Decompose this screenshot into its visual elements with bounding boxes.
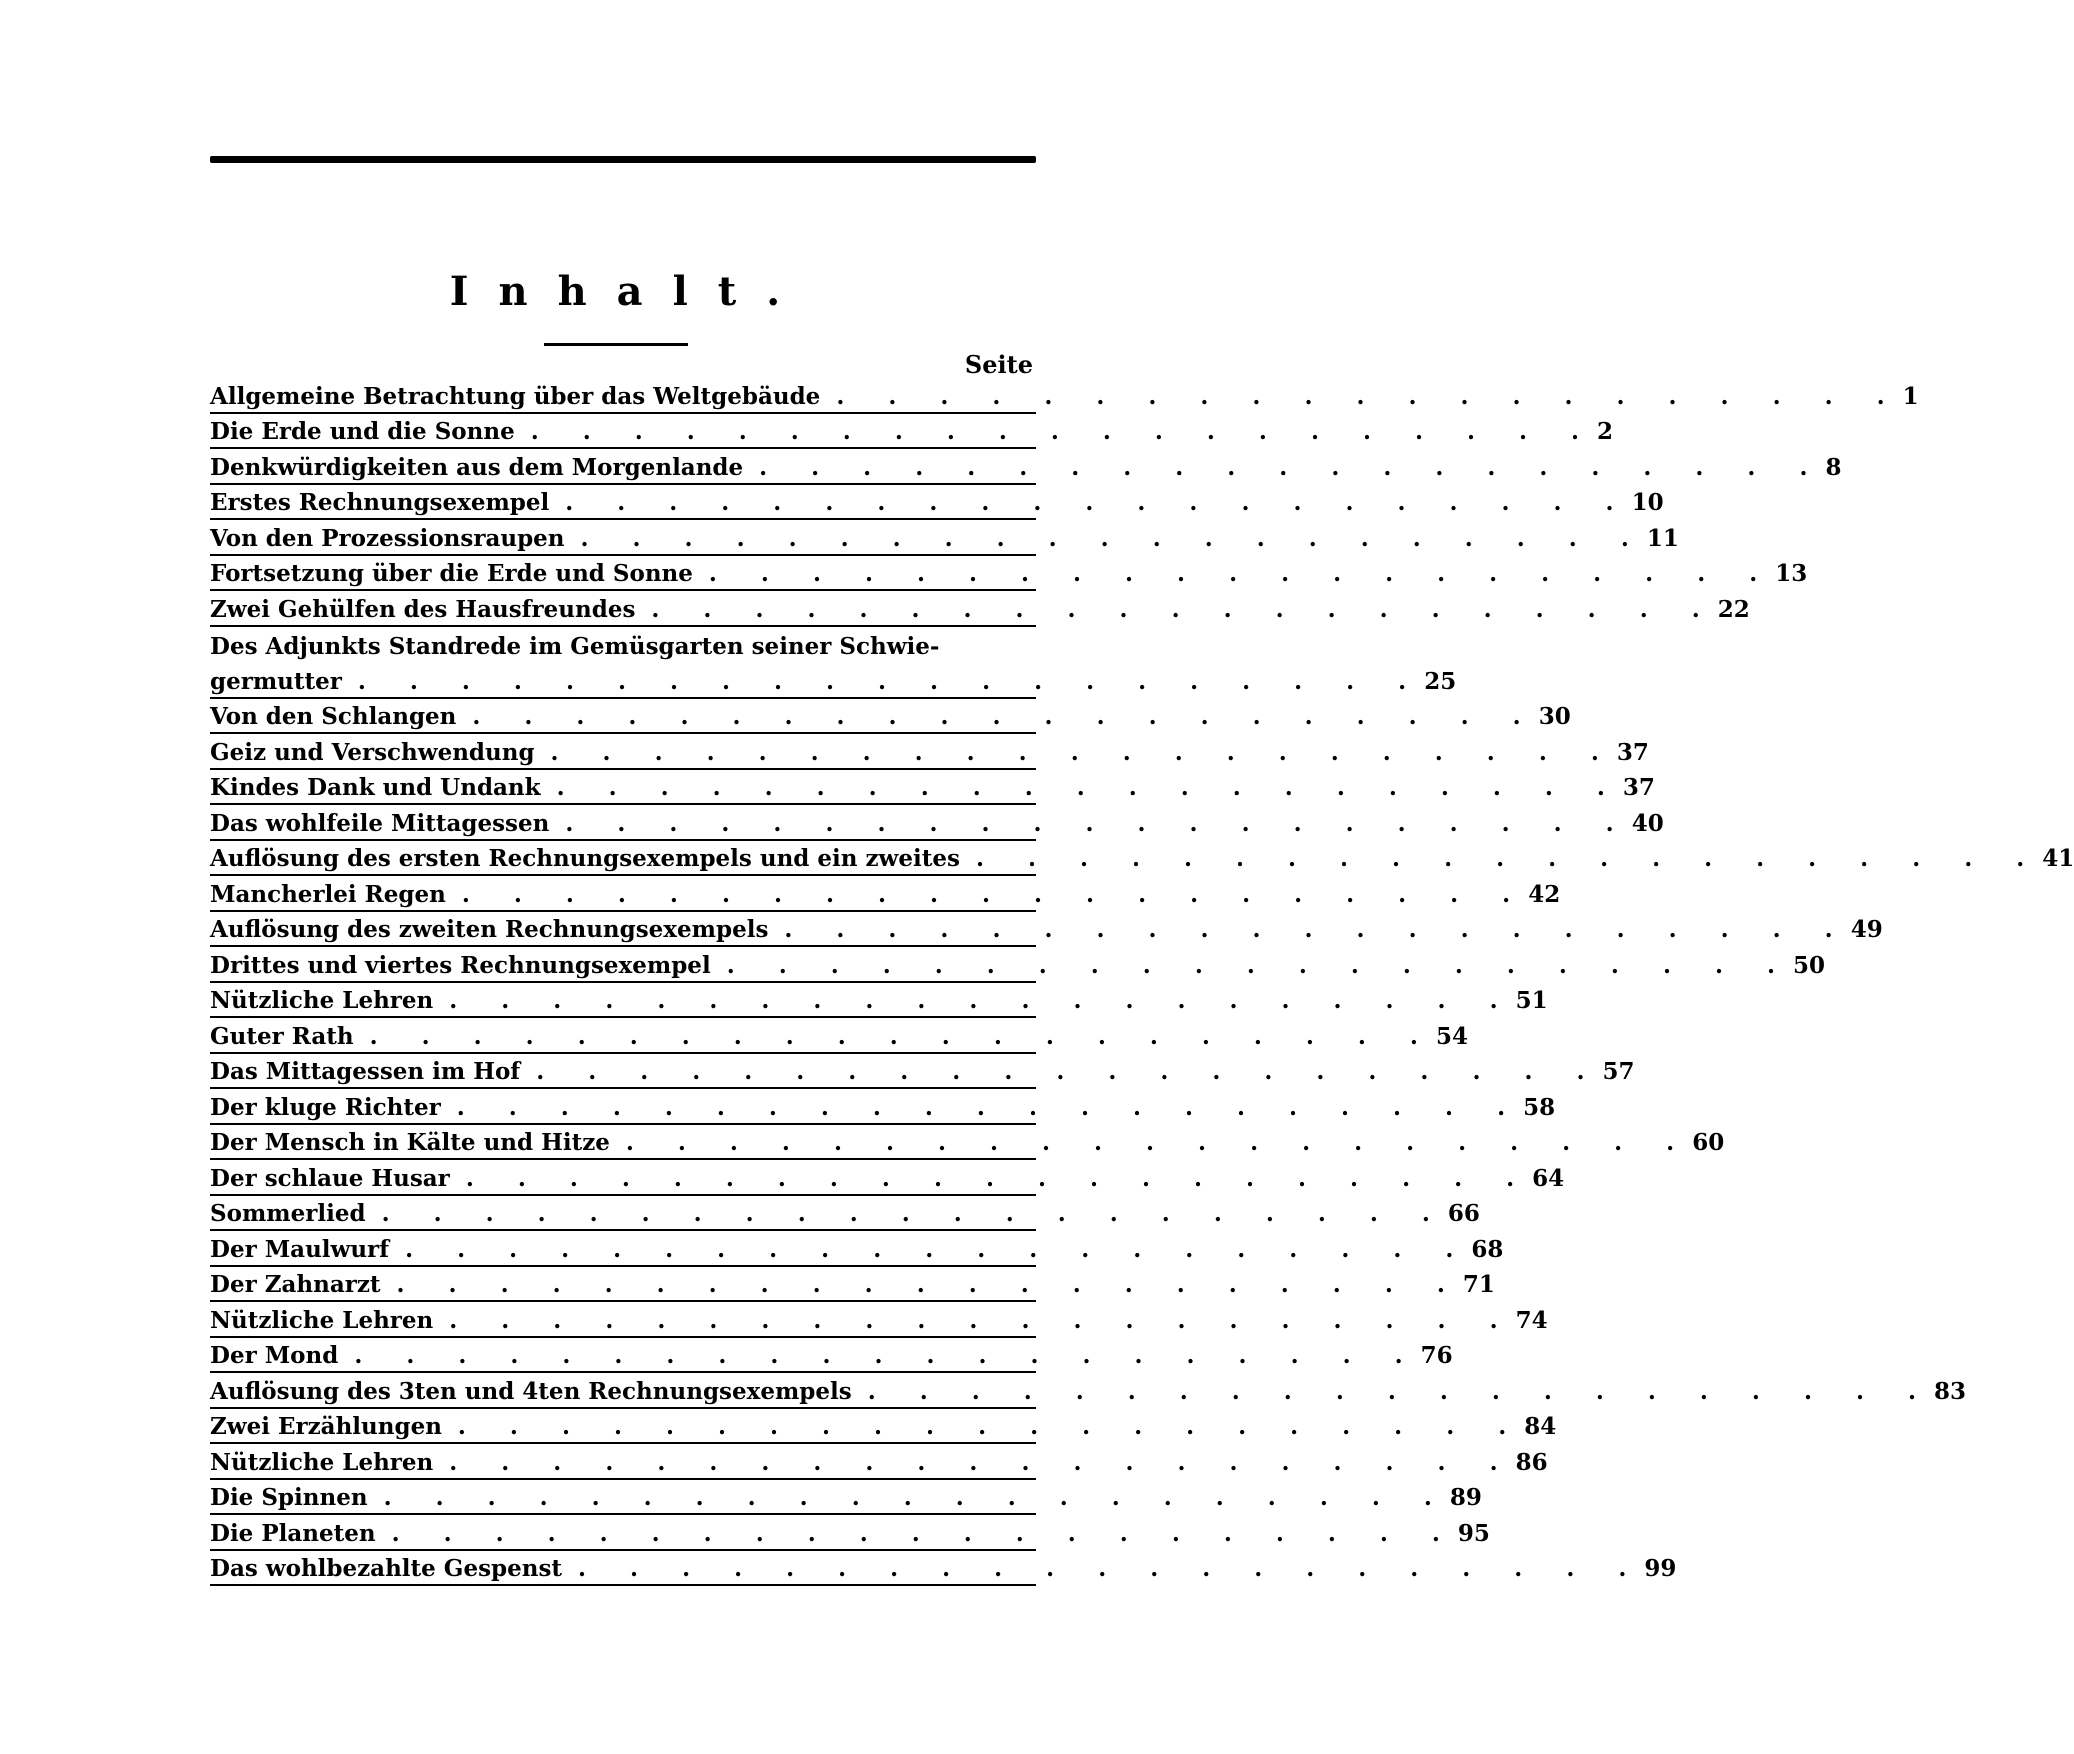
toc-entry: [210, 1551, 1677, 1587]
toc-entry: [210, 485, 1664, 521]
leader-dots: . . . . . . . . . . . . . . . . . . . . .: [726, 951, 1793, 979]
toc-entry: [210, 1302, 1548, 1338]
toc-entry: [210, 1515, 1490, 1551]
leader-dots: . . . . . . . . . . . . . . . . . . . . .: [369, 1022, 1436, 1050]
leader-dots: . . . . . . . . . . . . . . . . . . . . .: [651, 595, 1718, 623]
page-title: Inhalt.: [449, 268, 811, 315]
toc-entry-page: 89: [1449, 1484, 1482, 1511]
toc-entry-page: 76: [1420, 1342, 1453, 1369]
toc-entry-page: 22: [1717, 595, 1750, 623]
leader-dots: . . . . . . . . . . . . . . . . . . . . .: [472, 703, 1539, 730]
toc-entry: [210, 1338, 1453, 1374]
toc-entry-title-line1: Des Adjunkts Standrede im Gemüsgarten seiner Schwie-: [210, 632, 940, 660]
leader-dots: . . . . . . . . . . . . . . . . . . . . .: [381, 1200, 1448, 1227]
toc-entry-page: 74: [1515, 1306, 1548, 1334]
toc-entry: [210, 1444, 1548, 1480]
toc-entry-title: Geiz und Verschwendung: [210, 738, 535, 766]
leader-dots: . . . . . . . . . . . . . . . . . . . . .: [578, 1555, 1645, 1582]
toc-entry-page: 8: [1825, 453, 1842, 481]
toc-entry: [210, 556, 1808, 592]
toc-entry-title: Der Mond: [210, 1342, 339, 1369]
toc-entry-title-line2: germutter: [210, 667, 342, 695]
toc-entry-page: 2: [1597, 418, 1614, 445]
toc-entry: [210, 1089, 1556, 1125]
toc-entry: [210, 1267, 1495, 1303]
top-rule: [210, 156, 1036, 163]
toc-entry: [210, 805, 1664, 841]
toc-entry-page: 58: [1523, 1093, 1556, 1121]
leader-dots: . . . . . . . . . . . . . . . . . . . . .: [457, 1413, 1525, 1440]
heading-divider: [544, 343, 688, 346]
leader-dots: . . . . . . . . . . . . . . . . . . . . .: [580, 524, 1647, 552]
toc-entry-page: 60: [1692, 1129, 1725, 1156]
toc-entry-page: 54: [1435, 1022, 1468, 1050]
toc-entry-title: Drittes und viertes Rechnungsexempel: [210, 951, 711, 979]
toc-entry-title: Denkwürdigkeiten aus dem Morgenlande: [210, 453, 744, 481]
toc-entry: [210, 1125, 1725, 1161]
leader-dots: . . . . . . . . . . . . . . . . . . . . .: [396, 1271, 1463, 1298]
toc-entry: [210, 876, 1561, 912]
toc-entry-page: 50: [1793, 951, 1826, 979]
toc-entry: [210, 841, 2074, 877]
leader-dots: . . . . . . . . . . . . . . . . . . . . .: [836, 382, 1903, 410]
leader-dots: . . . . . . . . . . . . . . . . . . . . .: [449, 1448, 1516, 1476]
leader-dots: . . . . . . . . . . . . . . . . . . . . .: [449, 987, 1516, 1014]
toc-entry-title: Von den Prozessionsraupen: [210, 524, 565, 552]
toc-entry-title: Das wohlfeile Mittagessen: [210, 809, 550, 837]
toc-entry-page: 95: [1457, 1519, 1490, 1547]
toc-entry: [210, 591, 1750, 627]
toc-entry-title: Guter Rath: [210, 1022, 354, 1050]
toc-entry-title: Kindes Dank und Undank: [210, 774, 541, 801]
leader-dots: . . . . . . . . . . . . . . . . . . . . .: [530, 418, 1598, 445]
toc-entry-page: 57: [1602, 1058, 1635, 1085]
toc-entry-page: 25: [1424, 667, 1457, 695]
toc-entry: [210, 1409, 1557, 1445]
toc-entry-page: 49: [1850, 916, 1883, 943]
toc-entry: [210, 520, 1679, 556]
toc-entry-page: 84: [1524, 1413, 1557, 1440]
toc-entry: [210, 449, 1842, 485]
toc-entry: [210, 734, 1649, 770]
toc-entry: [210, 1480, 1482, 1516]
leader-dots: . . . . . . . . . . . . . . . . . . . . .: [383, 1484, 1450, 1511]
leader-dots: . . . . . . . . . . . . . . . . . . . . .: [565, 489, 1632, 516]
toc-entry-page: 30: [1538, 703, 1571, 730]
toc-entry-page: 66: [1447, 1200, 1480, 1227]
page-column-label: Seite: [964, 350, 1033, 379]
toc-entry: [210, 414, 1614, 450]
toc-entry-title: Die Spinnen: [210, 1484, 368, 1511]
toc-entry: [210, 912, 1883, 948]
toc-entry-page: 42: [1528, 880, 1561, 908]
leader-dots: . . . . . . . . . . . . . . . . . . . . .: [565, 809, 1632, 837]
leader-dots: . . . . . . . . . . . . . . . . . . . . .: [456, 1093, 1524, 1121]
toc-entry: [210, 1018, 1468, 1054]
leader-dots: . . . . . . . . . . . . . . . . . . . . .: [625, 1129, 1693, 1156]
toc-entry-continuation: [210, 667, 1457, 695]
toc-entry: [210, 1054, 1635, 1090]
toc-entry-title: Das Mittagessen im Hof: [210, 1058, 521, 1085]
leader-dots: . . . . . . . . . . . . . . . . . . . . .: [357, 667, 1425, 695]
toc-entry-title: Zwei Erzählungen: [210, 1413, 442, 1440]
toc-entry-title: Der kluge Richter: [210, 1093, 441, 1121]
toc-entry-title: Der Mensch in Kälte und Hitze: [210, 1129, 610, 1156]
toc-entry-page: 51: [1515, 987, 1548, 1014]
toc-entry: [210, 378, 1919, 414]
toc-entry-page: 10: [1631, 489, 1664, 516]
leader-dots: . . . . . . . . . . . . . . . . . . . . .: [405, 1235, 1472, 1263]
leader-dots: . . . . . . . . . . . . . . . . . . . . .: [461, 880, 1529, 908]
leader-dots: . . . . . . . . . . . . . . . . . . . . .: [708, 560, 1776, 587]
leader-dots: . . . . . . . . . . . . . . . . . . . . .: [391, 1519, 1458, 1547]
toc-entry-title: Auflösung des ersten Rechnungsexempels und ein zweites: [210, 845, 960, 872]
leader-dots: . . . . . . . . . . . . . . . . . . . . .: [556, 774, 1623, 801]
leader-dots: . . . . . . . . . . . . . . . . . . . . .: [449, 1306, 1516, 1334]
toc-entry-title: Nützliche Lehren: [210, 1306, 434, 1334]
toc-entry: [210, 627, 1457, 699]
toc-entry-page: 40: [1631, 809, 1664, 837]
toc-entry-title: Sommerlied: [210, 1200, 366, 1227]
leader-dots: . . . . . . . . . . . . . . . . . . . . .: [536, 1058, 1603, 1085]
leader-dots: . . . . . . . . . . . . . . . . . . . . .: [784, 916, 1851, 943]
toc-entry-page: 37: [1622, 774, 1655, 801]
toc-entry-page: 86: [1515, 1448, 1548, 1476]
toc-entry-page: 41: [2042, 845, 2074, 872]
toc-entry-page: 68: [1471, 1235, 1504, 1263]
toc-entry-page: 11: [1646, 524, 1679, 552]
toc-entry: [210, 770, 1655, 806]
toc-entry: [210, 1160, 1565, 1196]
toc-entry-title: Auflösung des 3ten und 4ten Rechnungsexempels: [210, 1377, 852, 1405]
leader-dots: . . . . . . . . . . . . . . . . . . . . .: [867, 1377, 1934, 1405]
toc-entry-page: 71: [1462, 1271, 1495, 1298]
toc-entry: [210, 983, 1548, 1019]
toc-entry-title: Nützliche Lehren: [210, 987, 434, 1014]
toc-entry-title: Die Planeten: [210, 1519, 376, 1547]
toc-entry-title: Der schlaue Husar: [210, 1164, 450, 1192]
toc-entry-title: Allgemeine Betrachtung über das Weltgebäude: [210, 382, 821, 410]
toc-entry-title: Von den Schlangen: [210, 703, 457, 730]
toc-entry-title: Zwei Gehülfen des Hausfreundes: [210, 595, 636, 623]
table-of-contents: [210, 378, 2074, 1586]
toc-entry: [210, 1196, 1480, 1232]
toc-entry-page: 64: [1532, 1164, 1565, 1192]
toc-entry-page: 37: [1616, 738, 1649, 766]
toc-entry: [210, 947, 1826, 983]
toc-entry-title: Der Maulwurf: [210, 1235, 390, 1263]
leader-dots: . . . . . . . . . . . . . . . . . . . . .: [465, 1164, 1533, 1192]
toc-entry-page: 99: [1644, 1555, 1677, 1582]
toc-entry-title: Fortsetzung über die Erde und Sonne: [210, 560, 693, 587]
leader-dots: . . . . . . . . . . . . . . . . . . . . .: [975, 845, 2043, 872]
toc-entry-title: Der Zahnarzt: [210, 1271, 381, 1298]
toc-entry-title: Erstes Rechnungsexempel: [210, 489, 550, 516]
leader-dots: . . . . . . . . . . . . . . . . . . . . .: [550, 738, 1617, 766]
toc-entry-page: 1: [1902, 382, 1919, 410]
toc-entry-title: Auflösung des zweiten Rechnungsexempels: [210, 916, 769, 943]
toc-entry-title: Das wohlbezahlte Gespenst: [210, 1555, 563, 1582]
toc-entry-title: Die Erde und die Sonne: [210, 418, 515, 445]
toc-entry: [210, 1231, 1504, 1267]
toc-entry-title: Nützliche Lehren: [210, 1448, 434, 1476]
toc-entry-page: 13: [1775, 560, 1808, 587]
toc-entry-page: 83: [1934, 1377, 1967, 1405]
leader-dots: . . . . . . . . . . . . . . . . . . . . .: [759, 453, 1826, 481]
leader-dots: . . . . . . . . . . . . . . . . . . . . .: [354, 1342, 1421, 1369]
toc-entry: [210, 699, 1571, 735]
toc-entry-title: Mancherlei Regen: [210, 880, 446, 908]
toc-entry: [210, 1373, 1967, 1409]
